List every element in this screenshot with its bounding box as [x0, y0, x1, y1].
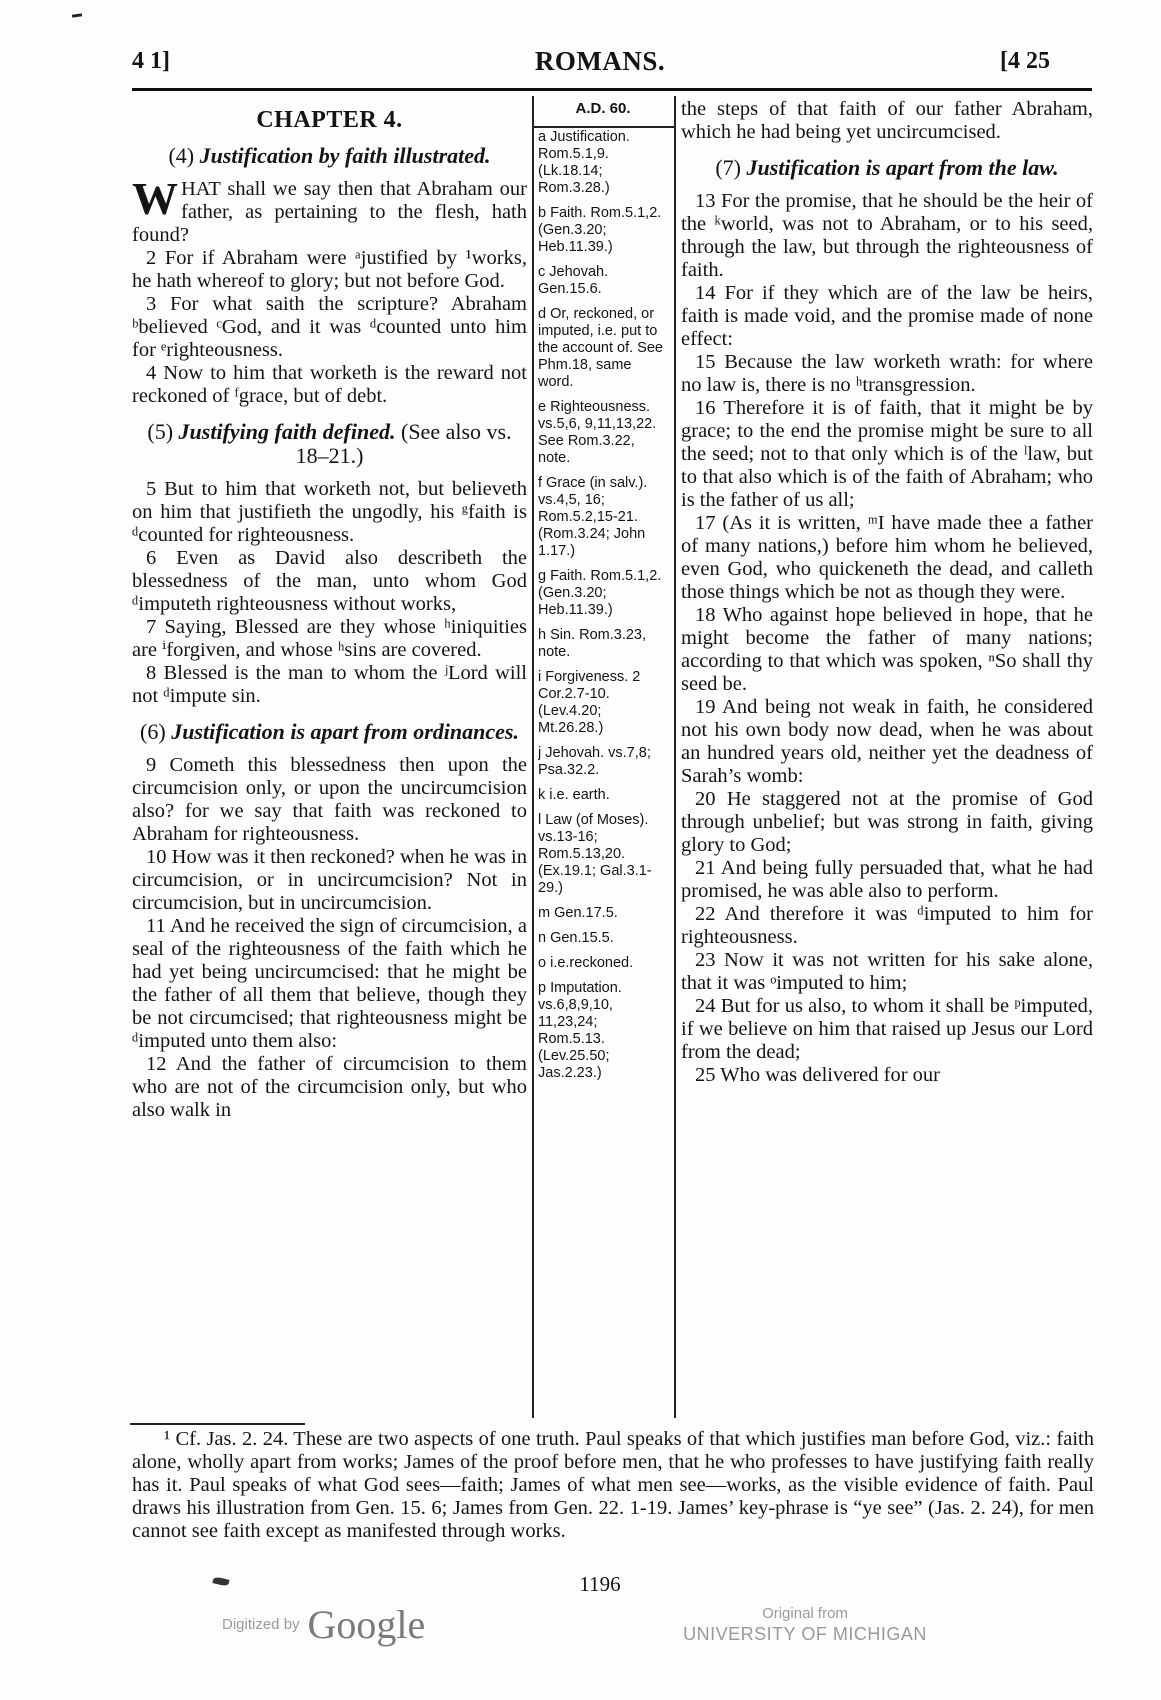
margin-note: n Gen.15.5.: [538, 930, 614, 946]
section-heading-6: [132, 720, 527, 744]
margin-note: d Or, reckoned, or imputed, i.e. put to the account of. See Phm.18, same word.: [538, 306, 663, 390]
verse-13: 13 For the promise, that he should be the heir of the ᵏworld, was not to Abraham, or to his seed, through the law, but through the righteousness of faith.: [681, 190, 1093, 281]
section-title: Justifying faith defined.: [178, 419, 396, 444]
column-divider: [674, 96, 676, 1418]
verse-1: [132, 173, 527, 247]
margin-note: o i.e.reckoned.: [538, 955, 634, 971]
header-book-title: ROMANS.: [534, 46, 666, 76]
verse-text: HAT shall we say then that Abraham our father, as pertaining to the flesh, hath found?: [132, 178, 527, 246]
verse-5: 5 But to him that worketh not, but believeth on him that justifieth the ungodly, his ᵍfaith is ᵈcounted for righteousness.: [132, 478, 527, 546]
chapter-heading: CHAPTER 4.: [256, 107, 403, 133]
margin-note: m Gen.17.5.: [538, 905, 618, 921]
verse-6: 6 Even as David also describeth the blessedness of the man, unto whom God ᵈimputeth righteousness without works,: [132, 547, 527, 615]
margin-note: p Imputation. vs.6,8,9,10, 11,23,24; Rom.5.13. (Lev.25.50; Jas.2.23.): [538, 980, 622, 1081]
verse-14: 14 For if they which are of the law be heirs, faith is made void, and the promise made of none effect:: [681, 282, 1093, 350]
university-label: UNIVERSITY OF MICHIGAN: [683, 1624, 927, 1644]
verse-20: 20 He staggered not at the promise of God through unbelief; but was strong in faith, giving glory to God;: [681, 788, 1093, 856]
footnote-text: ¹ Cf. Jas. 2. 24. These are two aspects of one truth. Paul speaks of that which justifies man before God, viz.: faith alone, wholly apart from works; James of the proof before men, that he who professes to have justifying faith really has it. Paul speaks of what God sees—faith; James of what men see—works, as the visible evidence of faith. Paul draws his illustration from Gen. 15. 6; James from Gen. 22. 1-19. James’ key-phrase is “ye see” (Jas. 2. 24), for men cannot see faith except as manifested through works.: [132, 1428, 1094, 1542]
footnote: [132, 1428, 1094, 1543]
margin-note: f Grace (in salv.). vs.4,5, 16; Rom.5.2,15-21. (Rom.3.24; John 1.17.): [538, 475, 648, 559]
verse-12: 12 And the father of circumcision to them who are not of the circumcision only, but who also walk in: [132, 1053, 527, 1121]
section-number: (4): [168, 143, 195, 168]
verse-18: 18 Who against hope believed in hope, that he might become the father of many nations; according to that which was spoken, ⁿSo shall thy seed be.: [681, 604, 1093, 695]
right-text-column: [681, 98, 1093, 1416]
page-number: 1196: [579, 1572, 621, 1596]
section-heading-5: [132, 420, 527, 468]
margin-note: c Jehovah. Gen.15.6.: [538, 264, 609, 297]
verse-24: 24 But for us also, to whom it shall be ᵖimputed, if we believe on him that raised up Jesus our Lord from the dead;: [681, 995, 1093, 1063]
section-number: (7): [715, 155, 742, 180]
scan-mark: [212, 1576, 229, 1587]
verse-2: 2 For if Abraham were ᵃjustified by ¹works, he hath whereof to glory; but not before God.: [132, 247, 527, 292]
verse-11: 11 And he received the sign of circumcision, a seal of the righteousness of the faith which he had yet being uncircumcised: that he might be the father of all them that believe, though they be not circumcised; that righteousness might be ᵈimputed unto them also:: [132, 915, 527, 1052]
verse-21: 21 And being fully persuaded that, what he had promised, he was able also to perform.: [681, 857, 1093, 902]
verse-12-continued: the steps of that faith of our father Abraham, which he had being yet uncircumcised.: [681, 98, 1093, 143]
header-chapter-end: [4 25: [1000, 48, 1050, 74]
header-chapter-start: 4 1]: [132, 48, 170, 74]
section-heading-7: [681, 156, 1093, 180]
margin-note: e Righteousness. vs.5,6, 9,11,13,22. See Rom.3.22, note.: [538, 399, 657, 466]
google-logo: Google: [307, 1602, 426, 1647]
drop-cap: W: [132, 173, 178, 224]
header-rule: [132, 88, 1092, 91]
verse-4: 4 Now to him that worketh is the reward not reckoned of ᶠgrace, but of debt.: [132, 362, 527, 407]
verse-17: 17 (As it is written, ᵐI have made thee a father of many nations,) before him whom he believed, even God, who quickeneth the dead, and calleth those things which be not as though they were.: [681, 512, 1093, 603]
column-divider: [532, 96, 534, 1418]
margin-note: i Forgiveness. 2 Cor.2.7-10. (Lev.4.20; Mt.26.28.): [538, 669, 641, 736]
footnote-rule: [130, 1423, 305, 1425]
margin-note: a Justification. Rom.5.1,9. (Lk.18.14; Rom.3.28.): [538, 129, 630, 196]
verse-25: 25 Who was delivered for our: [695, 1064, 940, 1086]
section-title: Justification is apart from ordinances.: [171, 719, 519, 744]
left-text-column: [132, 103, 527, 1416]
margin-note: j Jehovah. vs.7,8; Psa.32.2.: [538, 745, 651, 778]
verse-8: 8 Blessed is the man to whom the ʲLord will not ᵈimpute sin.: [132, 662, 527, 707]
verse-7: 7 Saying, Blessed are they whose ʰiniquities are ⁱforgiven, and whose ʰsins are covered.: [132, 616, 527, 661]
google-watermark: [222, 1601, 425, 1648]
date-label: A.D. 60.: [575, 100, 631, 117]
verse-19: 19 And being not weak in faith, he considered not his own body now dead, when he was about an hundred years old, neither yet the deadness of Sarah’s womb:: [681, 696, 1093, 787]
margin-note: g Faith. Rom.5.1,2. (Gen.3.20; Heb.11.39.): [538, 568, 662, 618]
verse-23: 23 Now it was not written for his sake alone, that it was ᵒimputed to him;: [681, 949, 1093, 994]
original-from-label: Original from: [762, 1605, 848, 1622]
verse-22: 22 And therefore it was ᵈimputed to him for righteousness.: [681, 903, 1093, 948]
section-heading-4: [132, 144, 527, 168]
margin-note: b Faith. Rom.5.1,2. (Gen.3.20; Heb.11.39.): [538, 205, 662, 255]
section-title: Justification is apart from the law.: [746, 155, 1059, 180]
verse-3: 3 For what saith the scripture? Abraham ᵇbelieved ᶜGod, and it was ᵈcounted unto him for ᵉrighteousness.: [132, 293, 527, 361]
verse-16: 16 Therefore it is of faith, that it might be by grace; to the end the promise might be sure to all the seed; not to that only which is of the ˡlaw, but to that also which is of the faith of Abraham; who is the father of us all;: [681, 397, 1093, 511]
section-title: Justification by faith illustrated.: [199, 143, 491, 168]
digitized-by-label: Digitized by: [222, 1616, 300, 1633]
verse-10: 10 How was it then reckoned? when he was in circumcision, or in uncircumcision? Not in circumcision, but in uncircumcision.: [132, 846, 527, 914]
verse-9: 9 Cometh this blessedness then upon the circumcision only, or upon the uncircumcision also? for we say that faith was reckoned to Abraham for righteousness.: [132, 754, 527, 845]
scan-mark: [72, 13, 82, 17]
section-number: (5): [147, 419, 174, 444]
margin-note: l Law (of Moses). vs.13-16; Rom.5.13,20. (Ex.19.1; Gal.3.1-29.): [538, 812, 652, 896]
verse-15: 15 Because the law worketh wrath: for where no law is, there is no ʰtransgression.: [681, 351, 1093, 396]
section-number: (6): [140, 719, 166, 744]
section-note: (See also vs. 18–21.): [295, 419, 512, 468]
margin-note: k i.e. earth.: [538, 787, 610, 803]
margin-references-column: [538, 100, 668, 1416]
margin-note: h Sin. Rom.3.23, note.: [538, 627, 646, 660]
